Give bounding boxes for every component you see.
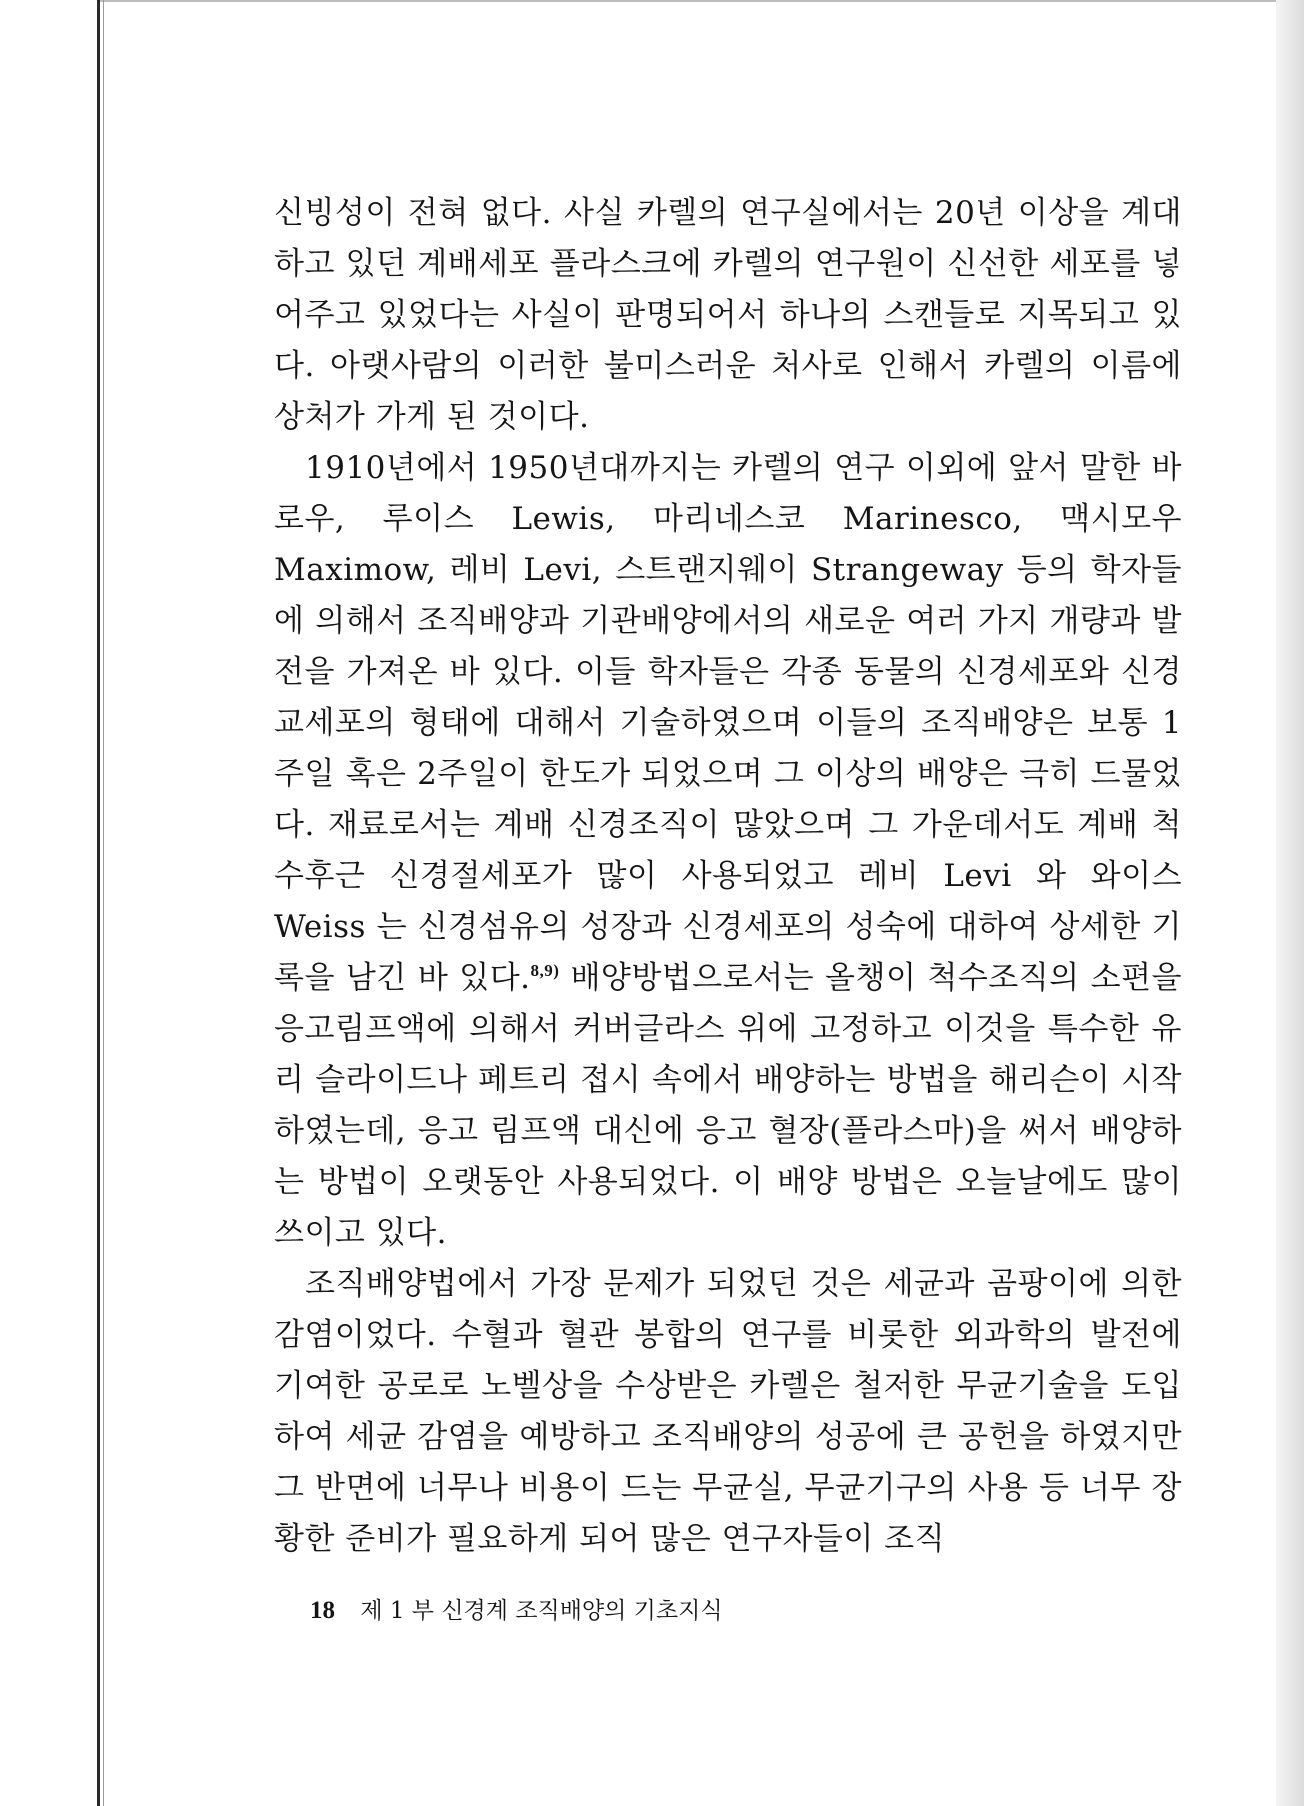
page-left-border [97,0,100,1806]
page-top-edge [100,0,1304,2]
paragraph-2-continuation: 배양방법으로서는 올챙이 척수조직의 소편을 응고림프액에 의해서 커버글라스 위에 고정하고 이것을 특수한 유리 슬라이드나 페트리 접시 속에서 배양하는 방법을 해리슨이 시작하였는데, 응고 림프액 대신에 응고 혈장(플라스마)을 써서 배양하는 방법이 오랫동안 사용되었다. 이 배양 방법은 오늘날에도 많이 쓰이고 있다. [274,960,1182,1251]
paragraph-2-text: 1910년에서 1950년대까지는 카렐의 연구 이외에 앞서 말한 바로우, 루이스 Lewis, 마리네스코 Marinesco, 맥시모우 Maximow, 레비 Levi, 스트랜지웨이 Strangeway 등의 학자들에 의해서 조직배양과 기관배양에서의 새로운 여러 가지 개량과 발전을 가져온 바 있다. 이들 학자들은 각종 동물의 신경세포와 신경교세포의 형태에 대해서 기술하였으며 이들의 조직배양은 보통 1주일 혹은 2주일이 한도가 되었으며 그 이상의 배양은 극히 드물었다. 재료로서는 계배 신경조직이 많았으며 그 가운데서도 계배 척수후근 신경절세포가 많이 사용되었고 레비 Levi 와 와이스 Weiss 는 신경섬유의 성장과 신경세포의 성숙에 대하여 상세한 기록을 남긴 바 있다. [274,450,1182,996]
page-footer [310,1592,723,1625]
page-left-border-inner [103,0,104,1806]
page-number: 18 [310,1597,335,1624]
paragraph-3: 조직배양법에서 가장 문제가 되었던 것은 세균과 곰팡이에 의한 감염이었다. 수혈과 혈관 봉합의 연구를 비롯한 외과학의 발전에 기여한 공로로 노벨상을 수상받은 카렐은 철저한 무균기술을 도입하여 세균 감염을 예방하고 조직배양의 성공에 큰 공헌을 하였지만 그 반면에 너무나 비용이 드는 무균실, 무균기구의 사용 등 너무 장황한 준비가 필요하게 되어 많은 연구자들이 조직 [274,1266,1182,1557]
citation-superscript: 8,9) [530,961,560,980]
paragraph-2 [274,443,1182,1259]
page-right-shadow [1276,0,1304,1806]
paragraph-1: 신빙성이 전혀 없다. 사실 카렐의 연구실에서는 20년 이상을 계대하고 있던 계배세포 플라스크에 카렐의 연구원이 신선한 세포를 넣어주고 있었다는 사실이 판명되어서 하나의 스캔들로 지목되고 있다. 아랫사람의 이러한 불미스러운 처사로 인해서 카렐의 이름에 상처가 가게 된 것이다. [274,195,1182,435]
body-text [274,188,1182,1565]
running-title: 제 1 부 신경계 조직배양의 기초지식 [360,1598,723,1624]
